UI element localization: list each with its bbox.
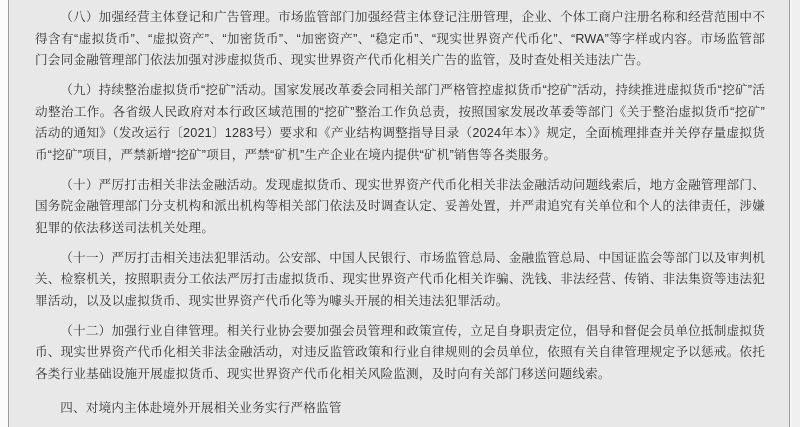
section-heading-4: 四、对境内主体赴境外开展相关业务实行严格监管 — [60, 401, 342, 415]
document-content — [9, 0, 789, 420]
paragraph-item-9: （九）持续整治虚拟货币“挖矿”活动。国家发展改革委会同相关部门严格管控虚拟货币“挖矿”活动，持续推进虚拟货币“挖矿”活动整治工作。各省级人民政府对本行政区域范围的“挖矿”整治工作负总责，按照国家发展改革委等部门《关于整治虚拟货币“挖矿”活动的通知》（发改运行〔2021〕1283号）要求和《产业结构调整指导目录（2024年本）》规定，全面梳理排查并关停存量虚拟货币“挖矿”项目，严禁新增“挖矿”项目，严禁“矿机”生产企业在境内提供“矿机”销售等各类服务。 — [35, 83, 765, 162]
paragraph-item-12: （十二）加强行业自律管理。相关行业协会要加强会员管理和政策宣传，立足自身职责定位，倡导和督促会员单位抵制虚拟货币、现实世界资产代币化相关非法金融活动，对违反监管政策和行业自律规则的会员单位，依照有关自律管理规定予以惩戒。依托各类行业基础设施开展虚拟货币、现实世界资产代币化相关风险监测，及时向有关部门移送问题线索。 — [35, 323, 765, 381]
paragraph-item-11: （十一）严厉打击相关违法犯罪活动。公安部、中国人民银行、市场监管总局、金融监管总局、中国证监会等部门以及审判机关、检察机关，按照职责分工依法严厉打击虚拟货币、现实世界资产代币化相关诈骗、洗钱、非法经营、传销、非法集资等违法犯罪活动，以及以虚拟货币、现实世界资产代币化等为噱头开展的相关违法犯罪活动。 — [35, 250, 765, 308]
paragraph-item-8: （八）加强经营主体登记和广告管理。市场监管部门加强经营主体登记注册管理，企业、个体工商户注册名称和经营范围中不得含有“虚拟货币”、“虚拟资产”、“加密货币”、“加密资产”、“稳定币”、“现实世界资产代币化”、“RWA”等字样或内容。市场监管部门会同金融管理部门依法加强对涉虚拟货币、现实世界资产代币化相关广告的监管，及时查处相关违法广告。 — [35, 10, 765, 67]
page-right-gutter — [791, 0, 800, 427]
paragraph-item-10: （十）严厉打击相关非法金融活动。发现虚拟货币、现实世界资产代币化相关非法金融活动问题线索后，地方金融管理部门、国务院金融管理部门分支机构和派出机构等相关部门依法及时调查认定、妥善处置，并严肃追究有关单位和个人的法律责任，涉嫌犯罪的依法移送司法机关处理。 — [35, 177, 765, 235]
document-page — [8, 0, 790, 427]
